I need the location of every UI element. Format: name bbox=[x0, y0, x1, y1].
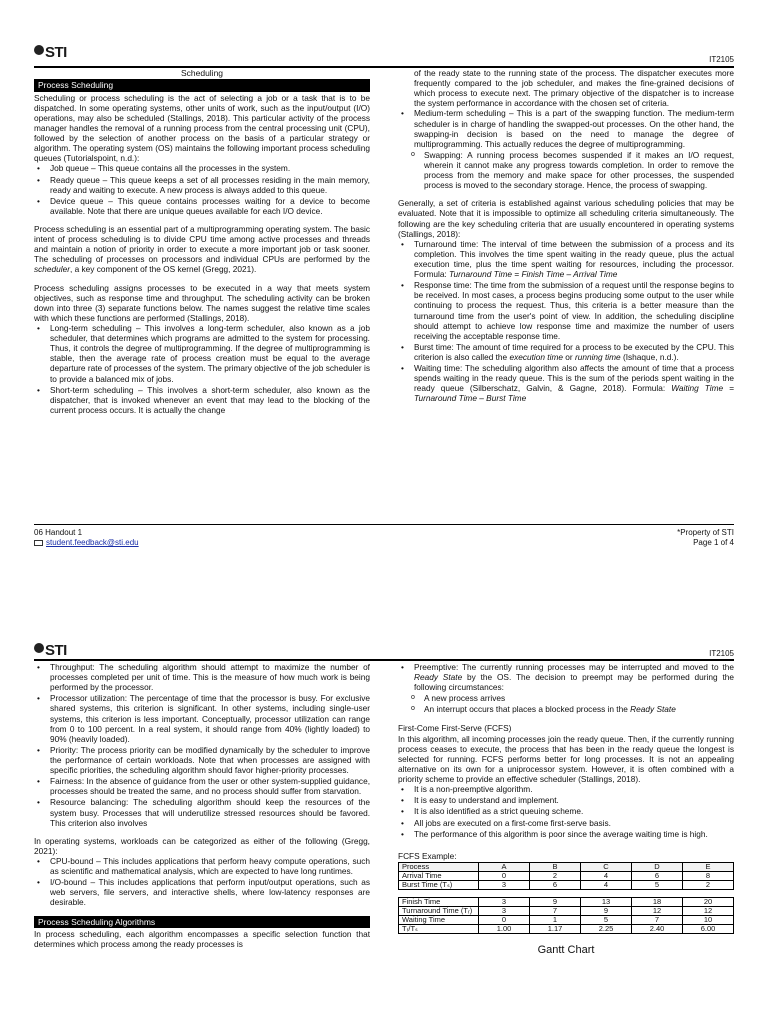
emphasis: Ready State bbox=[630, 704, 676, 715]
table-row bbox=[399, 871, 734, 880]
emphasis: running time bbox=[574, 351, 621, 362]
table-cell: E bbox=[683, 862, 734, 871]
multiprogramming-paragraph bbox=[34, 224, 370, 275]
list-item: • It is easy to understand and implement. bbox=[398, 795, 734, 805]
feedback-email-link[interactable]: student.feedback@sti.edu bbox=[46, 537, 139, 547]
continuation-paragraph: of the ready state to the running state of the process. The dispatcher executes more frequently compared to the job scheduler, and makes the fine-grained decisions of which process to execute next. The primary objective of the dispatcher is to increase the system performance in accordance with the chosen set of criteria. bbox=[414, 68, 734, 109]
table-row bbox=[399, 862, 734, 871]
fcfs-paragraph: In this algorithm, all incoming processes join the ready queue. Then, if the currently running process ceases to execute, the process that has been in the ready queue the longest is selected for running. FCFS performs better for long processes. It is not an appealing alternative on its own for a uniprocessor system. However, it is often combined with a priority scheme to provide an effective scheduler (Stallings, 2018). bbox=[398, 733, 734, 785]
workloads-intro: In operating systems, workloads can be categorized as either of the following (Gregg, 2021): bbox=[34, 835, 370, 856]
section-heading: Process Scheduling bbox=[34, 79, 370, 91]
fcfs-table bbox=[398, 862, 734, 934]
table-cell: 4 bbox=[581, 880, 632, 889]
table-cell: 1.17 bbox=[530, 924, 581, 933]
table-cell: 3 bbox=[479, 897, 530, 906]
table-cell: 6.00 bbox=[683, 924, 734, 933]
table-cell: 9 bbox=[581, 906, 632, 915]
table-spacer bbox=[399, 889, 734, 897]
list-item: • Priority: The process priority can be modified dynamically by the scheduler to improve the performance of certain workloads. Note that when processes are assigned with specific priorities, the scheduling algorithm should favor higher-priority processes. bbox=[34, 745, 370, 775]
page2-right-column bbox=[398, 662, 734, 957]
list-item: o Swapping: A running process becomes suspended if it makes an I/O request, wherein it cannot make any progress towards completion. In order to remove the process from the memory and make space for other processes, the suspended process is moved to the secondary storage. Hence, the process of swapping. bbox=[398, 150, 734, 190]
fcfs-table-body bbox=[399, 862, 734, 933]
table-row-label: Burst Time (Tₛ) bbox=[399, 880, 479, 889]
fcfs-points-list bbox=[398, 784, 734, 839]
mail-icon bbox=[34, 540, 43, 546]
text-span: or bbox=[562, 351, 575, 362]
text-span: Preemptive: The currently running processes may be interrupted and moved to the bbox=[414, 662, 734, 672]
table-cell: 6 bbox=[530, 880, 581, 889]
table-cell: 0 bbox=[479, 871, 530, 880]
workloads-list bbox=[34, 856, 370, 908]
queues-list bbox=[34, 163, 370, 216]
list-item bbox=[398, 239, 734, 279]
list-item: • The performance of this algorithm is poor since the average waiting time is high. bbox=[398, 829, 734, 839]
footer-row bbox=[34, 528, 734, 538]
table-cell: 9 bbox=[530, 897, 581, 906]
criteria-list bbox=[398, 239, 734, 404]
table-row-label: Turnaround Time (Tᵣ) bbox=[399, 906, 479, 915]
table-cell: 5 bbox=[581, 915, 632, 924]
functions-paragraph: Process scheduling assigns processes to be executed in a way that meets system objectives, such as response time and throughput. The scheduling activity can be broken down into three (3) separate functions below. The names suggest the relative time scales with which these functions are performed (Stallings, 2018). bbox=[34, 282, 370, 323]
table-row-label: Finish Time bbox=[399, 897, 479, 906]
list-item: • CPU-bound – This includes applications that perform heavy compute operations, such as scientific and mathematical analysis, which are expected to have long runtimes. bbox=[34, 856, 370, 876]
table-cell: 5 bbox=[632, 880, 683, 889]
list-item: • Throughput: The scheduling algorithm should attempt to maximize the number of processes completed per unit of time. This is the measure of how much work is being performed by the processor. bbox=[34, 662, 370, 692]
table-cell: B bbox=[530, 862, 581, 871]
formula: Turnaround Time = Finish Time – Arrival Time bbox=[449, 269, 618, 280]
sti-logo-mark-icon bbox=[34, 643, 44, 653]
table-cell: 3 bbox=[479, 880, 530, 889]
medium-term-list bbox=[398, 108, 734, 148]
page-gap bbox=[0, 560, 768, 638]
table-cell: 8 bbox=[683, 871, 734, 880]
emphasis: scheduler bbox=[34, 264, 70, 275]
criteria-intro: Generally, a set of criteria is established against various scheduling policies that may be evaluated. Note that it is impossible to optimize all scheduling criteria simultaneously. The following are the key scheduling criteria that are usually encountered in operating systems (Stallings, 2018): bbox=[398, 198, 734, 239]
page-number: Page 1 of 4 bbox=[693, 537, 734, 547]
list-item bbox=[398, 363, 734, 403]
emphasis: Ready State bbox=[414, 672, 463, 683]
logo-text: STI bbox=[45, 642, 67, 659]
course-code: IT2105 bbox=[709, 649, 734, 658]
table-cell: 4 bbox=[581, 871, 632, 880]
table-cell: C bbox=[581, 862, 632, 871]
table-cell: 6 bbox=[632, 871, 683, 880]
footer-row bbox=[34, 538, 734, 548]
fcfs-heading: First-Come First-Serve (FCFS) bbox=[398, 722, 512, 733]
table-row-label: Tᵣ/Tₛ bbox=[399, 924, 479, 933]
text-span: Waiting time: The scheduling algorithm also affects the amount of time that a process spends waiting in the ready queue. This is the sum of the periods spent waiting in the ready queue (Silberschatz, Galvin, & Gagne, 2018). Formula: bbox=[414, 363, 734, 394]
table-cell: 2.25 bbox=[581, 924, 632, 933]
list-item: • Fairness: In the absence of guidance from the user or other system-supplied guidance, processes should be treated the same, and no process should suffer from starvation. bbox=[34, 776, 370, 796]
list-item: • Medium-term scheduling – This is a part of the swapping function. The medium-term scheduler is in charge of handling the swapped-out processes. On the other hand, the swapping-in decision is based on the need to manage the degree of multiprogramming. This actually reduces the degree of multiprogramming. bbox=[398, 108, 734, 148]
table-cell: 7 bbox=[530, 906, 581, 915]
list-item: • It is also identified as a strict queuing scheme. bbox=[398, 806, 734, 816]
table-row bbox=[399, 880, 734, 889]
table-row-label: Waiting Time bbox=[399, 915, 479, 924]
table-cell: 12 bbox=[632, 906, 683, 915]
table-row bbox=[399, 915, 734, 924]
table-row-label: Arrival Time bbox=[399, 871, 479, 880]
table-row-label: Process bbox=[399, 862, 479, 871]
table-row bbox=[399, 897, 734, 906]
table-row bbox=[399, 924, 734, 933]
course-code: IT2105 bbox=[709, 55, 734, 64]
table-cell: 2.40 bbox=[632, 924, 683, 933]
table-cell: 20 bbox=[683, 897, 734, 906]
text-span: Burst time: The amount of time required for a process to be executed by the CPU. This criterion is also called the bbox=[414, 341, 734, 362]
table-cell: 13 bbox=[581, 897, 632, 906]
logo-text: STI bbox=[45, 44, 67, 61]
text-span: Turnaround time: The interval of time between the submission of a process and its completion. This involves the time spent waiting in the ready queue, plus the actual execution time, plus the time spent waiting for resources, including the processor. Formula: bbox=[414, 238, 734, 280]
doc-title: Scheduling bbox=[180, 68, 224, 78]
list-item: • Short-term scheduling – This involves a short-term scheduler, also known as the dispatcher, that is invoked whenever an event that may lead to the blocking of the current process occurs. It is actually the change bbox=[34, 385, 370, 415]
list-item: • All jobs are executed on a first-come first-serve basis. bbox=[398, 818, 734, 828]
table-cell: 18 bbox=[632, 897, 683, 906]
list-item: o A new process arrives bbox=[398, 693, 734, 703]
intro-paragraph: Scheduling or process scheduling is the act of selecting a job or a task that is to be dispatched. In some operating systems, other units of work, such as the input/output (I/O) operations, may also be scheduled (Stallings, 2018). This particular activity of the process manager handles the removal of a running process from the central processing unit (CPU), followed by the selection of another process on the basis of a particular strategy or algorithm. The operating system (OS) maintains the following important process scheduling queues (Tutorialspoint, n.d.): bbox=[34, 92, 370, 164]
algorithms-heading: Process Scheduling Algorithms bbox=[34, 916, 370, 928]
emphasis: execution time bbox=[509, 351, 563, 362]
list-item bbox=[398, 342, 734, 362]
list-item: • Processor utilization: The percentage of time that the processor is busy. For exclusive shared systems, this criterion is significant. In other systems, including single-user systems, this criterion is less important. Conceptually, processor utilization can range from 0 to 100 percent. In a real system, it should range from 40% (lightly loaded) to 90% (heavily loaded). bbox=[34, 693, 370, 744]
footer-rule bbox=[34, 524, 734, 525]
swapping-list bbox=[398, 150, 734, 190]
list-item: • Job queue – This queue contains all the processes in the system. bbox=[34, 163, 370, 173]
list-item: • Long-term scheduling – This involves a long-term scheduler, also known as a job scheduler, that determines which programs are admitted to the system for processing. Thus, it controls the degree of multiprogramming. If the degree of multiprogramming is stable, then the average rate of process creation must be equal to the average departure rate of processes of the system. The primary objective of the job scheduler is to provide a balanced mix of jobs. bbox=[34, 323, 370, 384]
sti-logo-mark-icon bbox=[34, 45, 44, 55]
page-2 bbox=[0, 636, 768, 1024]
list-item: • I/O-bound – This includes applications that perform input/output operations, such as web servers, file servers, and interactive shells, where low-latency responses are desirable. bbox=[34, 877, 370, 907]
table-cell: 3 bbox=[479, 906, 530, 915]
sti-logo bbox=[34, 642, 67, 660]
list-item: • Response time: The time from the submission of a request until the response begins to be received. In most cases, a process begins producing some output to the user while continuing to process the request. Thus, this criteria is a better measure than the turnaround time from the user's point of view. In addition, the scheduling discipline should attempt to achieve low response time and maximize the number of users receiving the acceptable response time. bbox=[398, 280, 734, 341]
table-cell: 1 bbox=[530, 915, 581, 924]
table-cell: 2 bbox=[530, 871, 581, 880]
list-item: • Device queue – This queue contains processes waiting for a device to become available. Note that there are unique queues available for each I/O device. bbox=[34, 196, 370, 216]
header-rule bbox=[34, 659, 734, 661]
list-item bbox=[398, 662, 734, 692]
functions-list bbox=[34, 323, 370, 415]
list-item: • Resource balancing: The scheduling algorithm should keep the resources of the system busy. Processes that will underutilize stressed resources should be favored. This criterion also involves bbox=[34, 797, 370, 827]
email-block bbox=[34, 538, 139, 548]
formula: Waiting Time = Turnaround Time – Burst Time bbox=[414, 383, 734, 404]
table-cell: 12 bbox=[683, 906, 734, 915]
table-cell: D bbox=[632, 862, 683, 871]
text-span: An interrupt occurs that places a blocked process in the bbox=[424, 704, 631, 715]
table-cell: A bbox=[479, 862, 530, 871]
table-cell: 0 bbox=[479, 915, 530, 924]
criteria-continued-list bbox=[34, 662, 370, 828]
list-item: • It is a non-preemptive algorithm. bbox=[398, 784, 734, 794]
fcfs-example-title: FCFS Example: bbox=[398, 850, 457, 861]
text-span: , a key component of the OS kernel (Gregg, 2021). bbox=[69, 264, 257, 275]
table-cell: 2 bbox=[683, 880, 734, 889]
table-cell: 1.00 bbox=[479, 924, 530, 933]
page1-right-column bbox=[398, 68, 734, 405]
list-item bbox=[398, 704, 734, 714]
preempt-cases-list bbox=[398, 693, 734, 714]
property-label: *Property of STI bbox=[677, 528, 734, 537]
text-span: (Ishaque, n.d.). bbox=[620, 351, 679, 362]
handout-label: 06 Handout 1 bbox=[34, 528, 83, 537]
table-cell: 7 bbox=[632, 915, 683, 924]
table-row bbox=[399, 906, 734, 915]
page1-left-column bbox=[34, 68, 370, 416]
text-span: Process scheduling is an essential part of a multiprogramming operating system. The basic intent of process scheduling is to divide CPU time among active processes and threads and maintain a notion of priority in order to execute a more important job or task sooner. The scheduling of processes on processors and individual CPUs are performed by the bbox=[34, 224, 370, 265]
preemptive-list bbox=[398, 662, 734, 692]
page2-left-column bbox=[34, 662, 370, 949]
sti-logo bbox=[34, 44, 67, 62]
gantt-chart-title: Gantt Chart bbox=[537, 943, 595, 956]
algorithms-intro: In process scheduling, each algorithm encompasses a specific selection function that determines which process among the ready processes is bbox=[34, 928, 370, 949]
text-span: by the OS. The decision to preempt may be performed during the following circumstances: bbox=[414, 672, 734, 693]
page-footer bbox=[34, 524, 734, 548]
list-item: • Ready queue – This queue keeps a set of all processes residing in the main memory, ready and waiting to execute. A new process is always added to this queue. bbox=[34, 175, 370, 195]
table-cell: 10 bbox=[683, 915, 734, 924]
